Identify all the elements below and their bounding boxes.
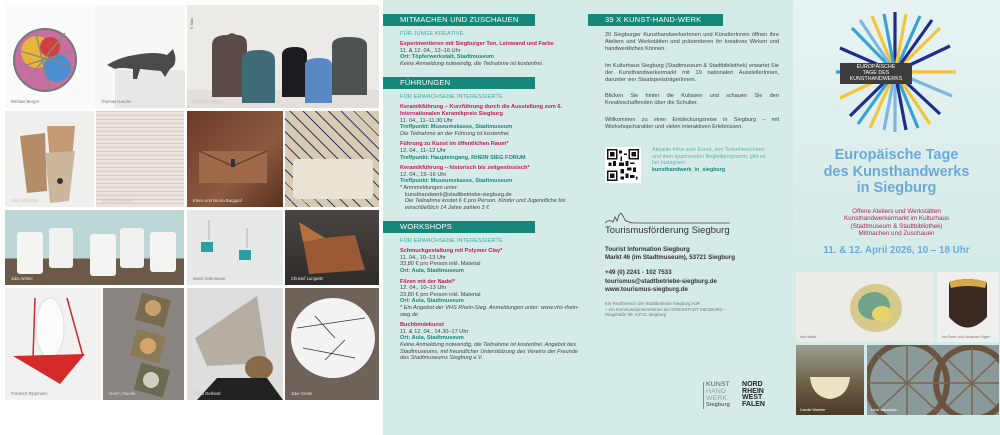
subtitle-line: (Stadtmuseum & Stadtbibliothek) <box>850 222 943 230</box>
event-item <box>400 141 588 161</box>
logo-text: WEST <box>742 394 763 402</box>
intro-paragraph: Willkommen zu einer Entdeckungsreise in Siegburg – mit Workshopcharakter und vielen interaktiven Erlebnissen. <box>605 116 779 130</box>
qr-code-icon[interactable] <box>605 147 641 183</box>
photo-thomas-hasche <box>95 5 185 108</box>
event-title: Keramikführung – historisch bis zeitgenössisch* <box>400 165 530 172</box>
photo-christof-lungwitz <box>285 210 379 285</box>
registration-email[interactable]: kunsthandwerk@stadtbetriebe-siegburg.de <box>405 191 512 198</box>
photo-caption: Martin Glaede <box>109 391 136 396</box>
photo-caption: Nadia Gerhard <box>193 391 221 396</box>
event-note: * Ein Angebot der VHS Rhein-Sieg. Anmeldungen unter: www.vhs-rhein-sieg.de <box>400 305 579 318</box>
logo-text: FALEN <box>742 400 765 408</box>
event-title: Filzen mit der Nadel* <box>400 278 456 285</box>
event-note: Keine Anmeldung notwendig, die Teilnahme ist kostenfrei. Angebot des Stadtmuseums, mit freundlicher Unterstützung des Vereins der Freunde des Stadtmuseums Siegburg e.V. <box>400 342 578 362</box>
photo-caption: Ina Hoffee <box>800 335 817 339</box>
logo-text: Siegburg <box>706 402 730 409</box>
event-place: Treffpunkt: Museumskasse, Stadtmuseum <box>400 178 513 185</box>
footnote <box>400 185 588 211</box>
event-note: Keine Anmeldung notwendig, die Teilnahme ist kostenfrei. <box>400 60 544 67</box>
section-header-mitmachen: MITMACHEN UND ZUSCHAUEN <box>383 14 535 26</box>
section-header-intro: 39 X KUNST-HAND-WERK <box>588 14 723 26</box>
legal-line: Ringstraße 28, 53721 Siegburg <box>605 312 667 318</box>
cover-panel <box>793 0 1000 435</box>
contact-phone[interactable]: +49 (0) 2241 - 102 7533 <box>605 269 672 277</box>
cover-title <box>793 147 1000 197</box>
photo-julia-winter <box>5 210 184 285</box>
legal-line: – ein Kommunalunternehmen der KREISSTADT SIEGBURG – <box>605 306 727 312</box>
cover-photo-ina-hoffee <box>796 272 934 342</box>
event-time: 11. 04., 11–11.30 Uhr <box>400 117 453 124</box>
footnote-text: * Anmmeldungen unter: <box>400 184 459 191</box>
instagram-info <box>652 147 772 183</box>
audience-label: FÜR ERWACHSENE INTERESSIERTE <box>400 238 503 245</box>
subtitle-line: Mitmachen und Zuschauen <box>858 230 935 238</box>
contact-address: Markt 46 (im Stadtmuseum), 53721 Siegburg <box>605 254 735 262</box>
photo-caption: Christof Lungwitz <box>291 276 324 281</box>
contact-block <box>605 246 793 294</box>
contact-email-link[interactable]: tourismus@stadtbetriebe-siegburg.de <box>605 277 717 285</box>
event-place: Ort: Aula, Stadtmuseum <box>400 335 464 342</box>
photo-julie-grade <box>285 288 379 400</box>
nrw-logo <box>742 382 765 409</box>
event-item <box>400 41 588 67</box>
photo-caption: Elena und Nicola Burggraf <box>193 198 242 203</box>
cover-photo-carolin-wachter <box>796 345 864 415</box>
kunsthandwerk-siegburg-logo <box>703 382 730 409</box>
event-place: Treffpunkt: Haupteingang, RHEIN SIEG FORUM <box>400 154 526 161</box>
event-title: Buchbindekunst <box>400 322 444 329</box>
logo-text: RHEIN <box>742 387 764 395</box>
photo-caption: Thomas Hasche <box>101 99 132 104</box>
logo-text: KUNST <box>706 381 731 388</box>
logo-text: KUNSTHANDWERKS <box>849 76 903 83</box>
event-title: Schmuckgestaltung mit Polymer Clay* <box>400 248 503 255</box>
photo-marei-sale-bauer <box>187 210 283 285</box>
program-panel <box>383 0 793 435</box>
event-time: 12. 04., 11–12 Uhr <box>400 147 446 154</box>
event-price: 33,80 € pro Person inkl. Material <box>400 261 481 268</box>
info-column <box>588 14 793 318</box>
event-time: 11. 04., 10–13 Uhr <box>400 254 446 261</box>
instagram-info-text: Aktuelle Infos zum Event, den TeilnehmerInnen und dem spannenden Begleitprogramm, gibt es bei Instagram: <box>652 147 766 167</box>
event-title: Keramikführung – Kurzführung durch die Ausstellung zum 6. Internationalen Keramikpreis Siegburg <box>400 104 563 117</box>
footnote-price: Die Teilnahme kostet 6 € pro Person. Kinder und Jugendliche bis einschließlich 14 Jahre zahlen 3 € <box>405 198 566 211</box>
logo-label <box>840 63 912 84</box>
contact-name: Tourist Information Siegburg <box>605 246 690 254</box>
cover-photo-lena-jakobsohn <box>867 345 999 415</box>
photo-martin-glaede <box>103 288 184 400</box>
title-line: Europäische Tage <box>834 147 959 163</box>
intro-paragraph: Blicken Sie hinter die Kulissen und schauen Sie den Kreativschaffenden über die Schulter. <box>605 93 779 107</box>
photo-caption: Jan-Peter und Jonathan Hilger <box>941 335 990 339</box>
title-line: in Siegburg <box>856 180 937 196</box>
title-line: des Kunsthandwerks <box>823 163 970 180</box>
instagram-promo <box>605 147 793 183</box>
event-note: Die Teilnahme an der Führung ist kostenfrei. <box>400 130 510 137</box>
cover-subtitle <box>793 208 1000 238</box>
tourism-logo <box>605 211 793 236</box>
event-title: Führung zu Kunst im öffentlichen Raum* <box>400 141 509 148</box>
event-time: 12. 04., 15–16 Uhr <box>400 171 447 178</box>
photo-beate-kortlaender <box>96 111 184 207</box>
cover-photo-hilger <box>937 272 999 342</box>
photo-caption: Mi Sook Hwang <box>193 99 223 104</box>
event-place: Ort: Töpferwerkstatt, Stadtmuseum <box>400 54 494 61</box>
event-time: 11. & 12. 04., 12–16 Uhr <box>400 47 461 54</box>
event-item <box>400 104 588 137</box>
logo-text: WERK <box>706 394 728 402</box>
photo-caption: Beate Kortländer <box>102 198 134 203</box>
event-item <box>400 165 588 211</box>
subtitle-line: Kunsthandwerkermarkt im Kulturhaus <box>844 215 949 223</box>
subtitle-line: Offene Ateliers und Werkstätten <box>852 208 941 215</box>
intro-paragraph: 20 Siegburger KunsthandwerkerInnen und KünstlerInnen öffnen ihre Ateliers und Werkstätten und präsentieren ihr kreatives Wirken und handwerkliches Können. <box>605 32 779 53</box>
event-item <box>400 248 588 274</box>
photo-caption: Julie Grade <box>291 391 313 396</box>
photo-alexandra-lenz <box>285 111 379 207</box>
photo-elena-nicola-burggraf <box>187 111 283 207</box>
photo-friedrich-rippmann <box>5 288 101 400</box>
photo-caption: Carolin Wachter <box>800 408 826 412</box>
photo-copyright: © Stan <box>190 18 194 29</box>
photo-goetz-akonakat <box>5 111 94 207</box>
photo-mi-sook-hwang <box>187 5 379 108</box>
tourism-org-name: Tourismusförderung Siegburg <box>605 225 730 237</box>
artwork-photo-grid <box>0 0 383 435</box>
photo-caption: Lena Jakobsohn <box>871 408 898 412</box>
program-column <box>383 14 588 366</box>
section-header-fuehrungen: FÜHRUNGEN <box>383 77 535 89</box>
event-place: Ort: Aula, Stadtmuseum <box>400 268 464 275</box>
legal-info <box>605 301 793 318</box>
event-place: Ort: Aula, Stadtmuseum <box>400 298 464 305</box>
legal-line: Ein Fachbereich der Stadtbetriebe Siegburg AöR <box>605 301 700 307</box>
intro-paragraph: Im Kulturhaus Siegburg (Stadtmuseum & Stadtbibliothek) erwartet Sie der Kunsthandwerkermarkt mit 19 nationalen AusstellerInnen, darunter vier StaatspreisträgerInnen. <box>605 62 779 84</box>
logo-text: HAND <box>706 387 727 395</box>
event-title: Experimentieren mit Siegburger Ton, Leinwand und Farbe <box>400 41 554 47</box>
photo-caption: Julia Winter <box>11 276 33 281</box>
contact-website-link[interactable]: www.tourismus-siegburg.de <box>605 285 688 293</box>
event-item <box>400 322 588 362</box>
photo-caption: Marei Sale-Bauer <box>193 276 226 281</box>
photo-caption: Alexandra Lenz <box>291 198 321 203</box>
logo-text: TAGE DES <box>862 70 890 77</box>
event-time: 12. 04., 10–13 Uhr <box>400 285 447 292</box>
logo-text: EUROPÄISCHE <box>856 64 896 70</box>
audience-label: FÜR JUNGE KREATIVE <box>400 31 464 37</box>
sponsor-logos <box>703 382 765 409</box>
logo-text: NORD <box>742 381 763 388</box>
event-time: 11. & 12. 04., 14.30–17 Uhr <box>400 328 469 335</box>
audience-label: FÜR ERWACHSENE INTERESSIERTE <box>400 94 503 101</box>
photo-nadia-gerhard <box>187 288 283 400</box>
event-place: Treffpunkt: Museumskasse, Stadtmuseum <box>400 124 513 131</box>
event-price: 23,80 € pro Person inkl. Material <box>400 291 481 298</box>
event-item <box>400 279 588 319</box>
photo-caption: Friedrich Rippmann <box>11 391 48 396</box>
event-date: 11. & 12. April 2026, 10 – 18 Uhr <box>823 245 970 256</box>
siegburg-skyline-icon <box>605 211 730 225</box>
section-header-workshops: WORKSHOPS <box>383 221 535 233</box>
instagram-handle-link[interactable]: kunsthandwerk_in_siegburg <box>652 166 726 173</box>
photo-caption: Michael Berger <box>11 99 40 104</box>
photo-caption: Götz Akonakat <box>11 198 39 203</box>
photo-michael-berger <box>5 5 95 108</box>
